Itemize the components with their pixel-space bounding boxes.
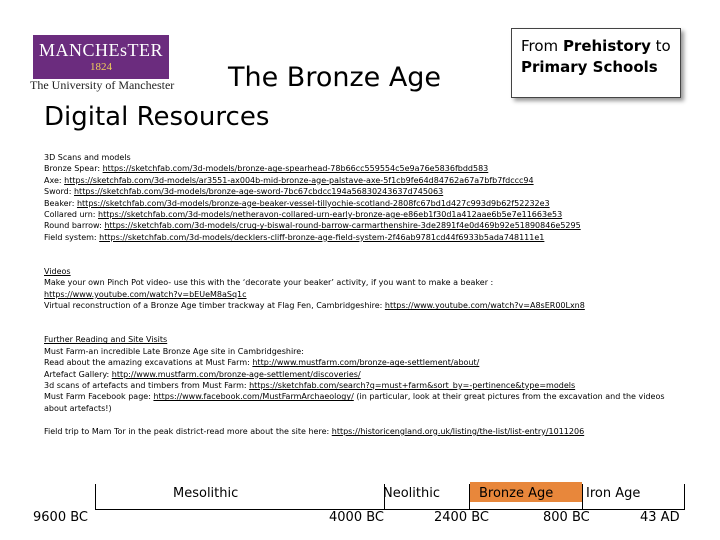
reading-heading: Further Reading and Site Visits [44, 335, 168, 345]
urn-link[interactable]: https://sketchfab.com/3d-models/netheravon-collared-urn-early-bronze-age-e86eb1f30d1a412aae6b5e7e11663e53 [98, 210, 563, 220]
timeline-tick [684, 484, 685, 509]
date-2400bc: 2400 BC [434, 510, 489, 525]
logo-crest [33, 35, 169, 79]
trackway-video-link[interactable]: https://www.youtube.com/watch?v=A8sER00Lxn8 [384, 301, 585, 311]
axe-link[interactable]: https://sketchfab.com/3d-models/ar3551-ax004b-mid-bronze-age-palstave-axe-5f1cb9fe64d84762a67a7bfb7fdccc94 [64, 175, 534, 185]
callout-bold-text: Primary Schools [521, 58, 658, 76]
pinch-pot-item [44, 289, 684, 300]
resource-label: Sword: [44, 187, 74, 197]
timeline-axis [95, 509, 685, 510]
must-farm-scans-link[interactable]: https://sketchfab.com/search?q=must+farm&sort_by=-pertinence&type=models [249, 381, 576, 391]
page-title: The Bronze Age [228, 62, 442, 93]
page-subtitle: Digital Resources [44, 102, 270, 132]
reading-item-scans [44, 380, 684, 391]
resource-item-beaker [44, 198, 684, 209]
timeline-tick [469, 484, 470, 509]
field-system-link[interactable]: https://sketchfab.com/3d-models/decklers-cliff-bronze-age-field-system-2f46ab9781cd44f6933b5ada748111e1 [99, 232, 545, 242]
facebook-item [44, 391, 684, 414]
resource-label: Artefact Gallery: [44, 369, 112, 379]
callout-line-2 [521, 57, 680, 78]
resource-label: Collared urn: [44, 210, 99, 220]
resource-item-sword [44, 186, 684, 197]
callout-box [511, 28, 681, 98]
facebook-note: (in particular, look at their great pictures from the excavation and the videos about artefacts!) [44, 392, 665, 413]
trackway-item [44, 300, 684, 311]
reading-item-gallery [44, 369, 684, 380]
resource-item-axe [44, 175, 684, 186]
resource-label: Virtual reconstruction of a Bronze Age timber trackway at Flag Fen, Cambridgeshire: [44, 301, 385, 311]
callout-line-1 [521, 36, 680, 57]
resource-label: Bronze Spear: [44, 164, 103, 174]
logo-subtitle: The University of Manchester [30, 78, 175, 92]
resource-label: Field system: [44, 232, 100, 242]
excavations-link[interactable]: http://www.mustfarm.com/bronze-age-settlement/about/ [252, 358, 480, 368]
date-9600bc: 9600 BC [33, 510, 88, 525]
callout-text: to [650, 37, 671, 55]
gallery-link[interactable]: http://www.mustfarm.com/bronze-age-settlement/discoveries/ [111, 369, 361, 379]
logo-year: 1824 [90, 61, 112, 73]
timeline [0, 480, 720, 540]
timeline-tick [95, 484, 96, 509]
beaker-link[interactable]: https://sketchfab.com/3d-models/bronze-age-beaker-vessel-tillyochie-scotland-2808fc67bd1d427c993d9b62f52232e3 [76, 198, 550, 208]
pinch-pot-text: Make your own Pinch Pot video- use this with the ‘decorate your beaker’ activity, if you want to make a beaker : [44, 278, 494, 288]
period-iron-age: Iron Age [586, 486, 641, 501]
timeline-tick [582, 484, 583, 509]
callout-bold-text: Prehistory [562, 37, 651, 55]
resource-label: 3d scans of artefacts and timbers from Must Farm: [44, 381, 250, 391]
logo-name: MANCHEsTER [38, 40, 163, 60]
date-43ad: 43 AD [640, 510, 680, 525]
resource-item-spear [44, 163, 684, 174]
resource-label: Round barrow: [44, 221, 105, 231]
videos-heading: Videos [44, 267, 71, 277]
sword-link[interactable]: https://sketchfab.com/3d-models/bronze-age-sword-7bc67cbdcc194a56830243637d745063 [73, 187, 444, 197]
field-trip-item [44, 426, 684, 437]
resource-label: Axe: [44, 175, 65, 185]
resource-label: Must Farm Facebook page: [44, 392, 154, 402]
barrow-link[interactable]: https://sketchfab.com/3d-models/crug-y-biswal-round-barrow-carmarthenshire-3de2891f4e0d469b92e51890846e5295 [104, 221, 581, 231]
resource-item-field [44, 232, 684, 243]
date-800bc: 800 BC [543, 510, 590, 525]
period-neolithic: Neolithic [383, 486, 440, 501]
resource-label: Field trip to Mam Tor in the peak district-read more about the site here: [44, 426, 332, 436]
facebook-link[interactable]: https://www.facebook.com/MustFarmArchaeology/ [153, 392, 354, 402]
period-mesolithic: Mesolithic [173, 486, 239, 501]
callout-text: From [521, 37, 563, 55]
period-bronze-age: Bronze Age [479, 486, 554, 501]
resource-list [44, 152, 684, 437]
date-4000bc: 4000 BC [329, 510, 384, 525]
must-farm-intro: Must Farm-an incredible Late Bronze Age site in Cambridgeshire: [44, 346, 304, 356]
reading-item-excavations [44, 357, 684, 368]
spear-link[interactable]: https://sketchfab.com/3d-models/bronze-age-spearhead-78b66cc559554c5e9a76e5836fbdd583 [102, 164, 489, 174]
mam-tor-link[interactable]: https://historicengland.org.uk/listing/the-list/list-entry/1011206 [331, 426, 585, 436]
resource-label: Beaker: [44, 198, 77, 208]
resource-label: Read about the amazing excavations at Must Farm: [44, 358, 253, 368]
scans-heading: 3D Scans and models [44, 153, 131, 162]
university-logo [30, 32, 180, 94]
pinch-pot-video-link[interactable]: https://www.youtube.com/watch?v=bEUeM8aSq1c [44, 289, 247, 299]
resource-item-barrow [44, 220, 684, 231]
resource-item-urn [44, 209, 684, 220]
